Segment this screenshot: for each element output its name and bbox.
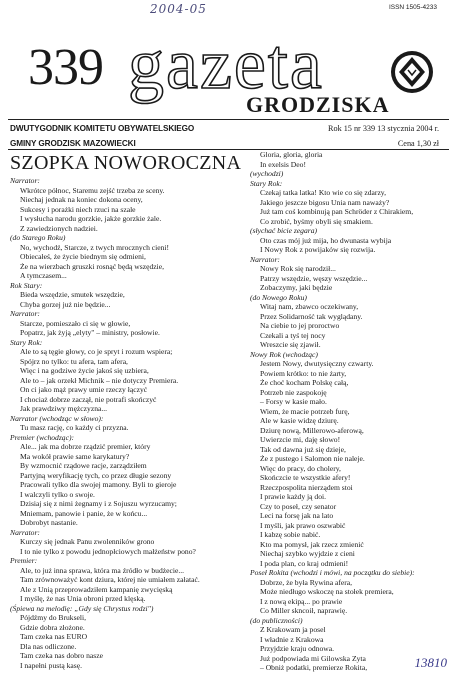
speaker-line: Nowy Rok (wchodząc) — [250, 349, 318, 359]
verse-line: Witaj nam, zbawco oczekiwany, — [260, 302, 359, 311]
verse-line: Z zawiedzionych nadziei. — [20, 223, 98, 233]
verse-line: Spójrz no tylko: tu afera, tam afera, — [20, 356, 128, 366]
title-gazeta: gazeta — [128, 24, 324, 104]
verse-line: Na ciebie to jej proroctwo — [260, 321, 340, 330]
verse-line: Kurczy się jednak Panu zwolenników grono — [20, 537, 155, 546]
verse-line: I poda plan, co kraj odmieni! — [260, 558, 349, 568]
subtitle-line-1: DWUTYGODNIK KOMITETU OBYWATELSKIEGO — [10, 124, 195, 133]
verse-line: Niechaj szybko wyjdzie z cieni — [260, 549, 355, 558]
speaker-line: (wychodzi) — [250, 169, 284, 178]
speaker-line: Narrator: — [250, 254, 280, 264]
verse-line: Wkrótce północ, Staremu zejść trzeba ze sceny. — [20, 185, 165, 195]
verse-line: No, wychodź, Starcze, z twych mrocznych cieni! — [20, 242, 170, 252]
speaker-line: Narrator (wchodząc w słowo): — [10, 413, 104, 423]
issue-info — [328, 121, 439, 151]
speaker-line: Premier: — [10, 556, 38, 565]
speaker-line: Stary Rok: — [250, 178, 283, 188]
verse-line: I wysłucha narodu gorzkie, jakże gorzkie żale. — [20, 214, 162, 223]
verse-line: Zobaczymy, jaki będzie — [260, 283, 333, 292]
verse-line: Jakiego jeszcze bigosu Unia nam naważy? — [260, 197, 390, 207]
crest-icon — [391, 51, 433, 93]
title-grodziska: GRODZISKA — [246, 92, 390, 117]
verse-line: Ale... jak ma dobrze rządzić premier, który — [20, 442, 151, 451]
speaker-line: Narrator: — [10, 527, 40, 537]
price: Cena 1,30 zł — [397, 139, 439, 148]
handwritten-date: 2004-05 — [150, 2, 207, 16]
verse-line: Z Krakowam ja posel — [260, 625, 326, 634]
verse-line: Tak od dawna już się dzieje, — [260, 444, 346, 454]
verse-line: Dla nas odliczone. — [20, 641, 77, 651]
speaker-line: Poseł Rokita (wchodzi i mówi, na początku do siebie): — [250, 568, 415, 577]
verse-line: Partyjną weryfikację tych, co przez długie sezony — [20, 470, 172, 480]
verse-line: Oto czas mój już mija, ho dwunasta wybija — [260, 235, 392, 245]
verse-line: Więc i na godziwe życie jakoś się uzbiera, — [20, 366, 149, 375]
verse-line: I z nową ekipą... po prawie — [260, 596, 343, 606]
verse-line: Mniemam, panowie i panie, że w końcu... — [20, 508, 148, 518]
verse-line: Kto ma pomysł, jak rzecz zmienić — [260, 539, 364, 549]
verse-line: Sukcesy i porażki niech rzuci na szale — [20, 204, 136, 214]
speaker-line: (Śpiewa na melodię: „Gdy się Chrystus rodzi") — [10, 603, 154, 613]
handwritten-number: 13810 — [414, 655, 447, 670]
verse-line: Dzisiaj się z nimi żegnamy i z Sojuszu wyrzucamy; — [20, 499, 177, 508]
verse-line: In exelsis Deo! — [260, 159, 306, 169]
verse-line: Przyjdzie kraju odnowa. — [260, 644, 335, 653]
verse-line: Potrzeb nie zaspokoję — [260, 387, 327, 397]
verse-line: Jestem Nowy, dwutysięczny czwarty. — [260, 359, 374, 368]
verse-line: Ale to – jak orzekł Michnik – nie dotyczy Premiera. — [20, 375, 179, 385]
verse-line: – Obniż podatki, premierze Rokita, — [260, 663, 368, 672]
top-rule — [8, 119, 449, 120]
verse-line: I kabzę sobie nabić. — [260, 530, 321, 539]
verse-line: Czy to poseł, czy senator — [260, 501, 337, 511]
verse-line: Może niedługo wskoczę na stołek premiera, — [260, 587, 394, 596]
issue-number: 339 — [28, 39, 103, 96]
verse-line: I myśli, jak prawo oszwabić — [260, 520, 346, 530]
verse-line: Wiem, że macie potrzeb furę, — [260, 406, 350, 416]
verse-line: Tam zrównoważyć kont dziura, której nie umiałem załatać. — [20, 575, 200, 584]
verse-line: Tam czeka nas dobro nasze — [20, 651, 103, 660]
verse-line: Popatrz, jak żyją „elyty" – ministry, posłowie. — [20, 328, 160, 337]
verse-line: I to nie tylko z powodu jednopłciowych małżeństw pono? — [20, 546, 196, 556]
verse-line: Nowy Rok się narodził... — [260, 264, 336, 273]
verse-line: Dobrobyt nastanie. — [20, 518, 78, 527]
verse-line: Że na wierzbach gruszki rosnąć będą wszędzie, — [20, 261, 164, 271]
verse-line: Powiem krótko: to nie żarty, — [260, 368, 347, 378]
verse-line: Gloria, gloria, gloria — [260, 150, 323, 159]
article-right-column — [250, 150, 450, 673]
speaker-line: (do Nowego Roku) — [250, 292, 307, 302]
verse-line: Ale to są tęgie głowy, co je spryt i rozum wspiera; — [20, 347, 173, 356]
verse-line: Już podpowiada mi Gilowska Zyta — [260, 653, 366, 663]
speaker-line: (do publiczności) — [250, 615, 303, 625]
verse-line: A tymczasem... — [20, 271, 67, 280]
verse-line: Pójdźmy do Brukseli, — [20, 613, 87, 622]
speaker-line: (słychać bicie zegara) — [250, 226, 318, 235]
verse-line: Pracowali tylko dla swojej mamony. Byli to gieroje — [20, 480, 177, 489]
verse-line: Co zrobić, byśmy obyli się smakiem. — [260, 216, 373, 226]
verse-line: Leci na forsę jak na lato — [260, 511, 334, 520]
verse-line: Rzeczpospolita nierządem stoi — [260, 482, 353, 492]
verse-line: Patrzy wszędzie, węszy wszędzie... — [260, 273, 368, 283]
verse-line: Dziurę nową, Millerowo-aferową, — [260, 425, 364, 435]
subtitle-line-2: GMINY GRODZISK MAZOWIECKI — [10, 139, 136, 148]
verse-line: Wreszcie się zjawił. — [260, 340, 321, 349]
verse-line: Dobrze, że była Rywina afera, — [260, 577, 353, 587]
issue-date: Rok 15 nr 339 13 stycznia 2004 r. — [328, 124, 439, 133]
verse-line: Co Miller skncoił, naprawię. — [260, 606, 348, 615]
verse-line: Ale, to już inna sprawa, która ma źródło w budżecie... — [20, 565, 185, 575]
verse-line: Niechaj jednak na koniec dokona oceny, — [20, 195, 143, 204]
verse-line: I prawie każdy ją doi. — [260, 492, 326, 501]
verse-line: Więc do pracy, do cholery, — [260, 463, 341, 473]
verse-line: Że choć kocham Polskę całą, — [260, 378, 349, 387]
speaker-line: Rok Stary: — [10, 280, 43, 290]
speaker-line: Narrator: — [10, 176, 40, 185]
verse-line: I Nowy Rok z powijaków się rozwija. — [260, 245, 376, 254]
verse-line: Obiecałeś, że życie biednym się odmieni, — [20, 252, 146, 261]
publisher-subtitle — [10, 121, 194, 151]
verse-line: Jak prawdziwy mężczyzna... — [20, 404, 108, 413]
verse-line: Gdzie dobra złożone. — [20, 622, 85, 632]
right-text-block — [250, 150, 450, 673]
article-title: SZOPKA NOWOROCZNA — [10, 152, 242, 174]
verse-line: Uwierzcie mi, daję słowo! — [260, 435, 341, 444]
verse-line: – Forsy w kasie mało. — [260, 397, 327, 406]
verse-line: Starcze, pomieszało ci się w głowie, — [20, 318, 131, 328]
speaker-line: Premier (wchodząc): — [10, 432, 75, 442]
verse-line: I walczyli tylko o swoje. — [20, 489, 95, 499]
verse-line: Tam czeka nas EURO — [20, 632, 88, 641]
verse-line: Bieda wszędzie, smutek wszędzie, — [20, 290, 125, 299]
verse-line: Ma wokół prawie same karykatury? — [20, 451, 130, 461]
verse-line: Przez Solidarność tak wyglądany. — [260, 311, 363, 321]
verse-line: Że z pustego i Salomon nie naleje. — [260, 454, 365, 463]
verse-line: On ci jako mąż prawy umie rzeczy łączyć — [20, 385, 148, 394]
verse-line: By wzmocnić rządowe racje, zarządziłem — [20, 461, 147, 470]
verse-line: Tu masz rację, co każdy ci przyzna. — [20, 423, 129, 432]
left-text-block — [10, 176, 242, 670]
speaker-line: (do Starego Roku) — [10, 233, 66, 242]
verse-line: Ale w kasie widzę dziurę. — [260, 416, 339, 425]
verse-line: Czekali a tyś tej nocy — [260, 330, 326, 340]
verse-line: I myślę, że nas Unia obroni przed klęską. — [20, 594, 146, 603]
issn-number: ISSN 1505-4233 — [388, 4, 437, 11]
masthead — [0, 20, 457, 120]
speaker-line: Narrator: — [10, 309, 40, 318]
verse-line: I napełni pustą kasę. — [20, 660, 82, 670]
verse-line: Ale z Unią przeprowadziłem kampanię zwycięską — [20, 584, 173, 594]
verse-line: Skończcie te wszystkie afery! — [260, 473, 351, 482]
verse-line: Czekaj tatka latka! Kto wie co się zdarzy, — [260, 188, 387, 197]
verse-line: I władnie z Krakowa — [260, 634, 324, 644]
verse-line: I chociaż dobrze zaczął, nie potrafi skończyć — [20, 394, 157, 404]
article-left-column — [10, 152, 242, 670]
verse-line: Już tam coś kombinują pan Schröder z Chirakiem, — [260, 207, 414, 216]
masthead-logo — [0, 20, 457, 120]
verse-line: Chyba gorzej już nie będzie... — [20, 299, 111, 309]
speaker-line: Stary Rok: — [10, 337, 43, 347]
